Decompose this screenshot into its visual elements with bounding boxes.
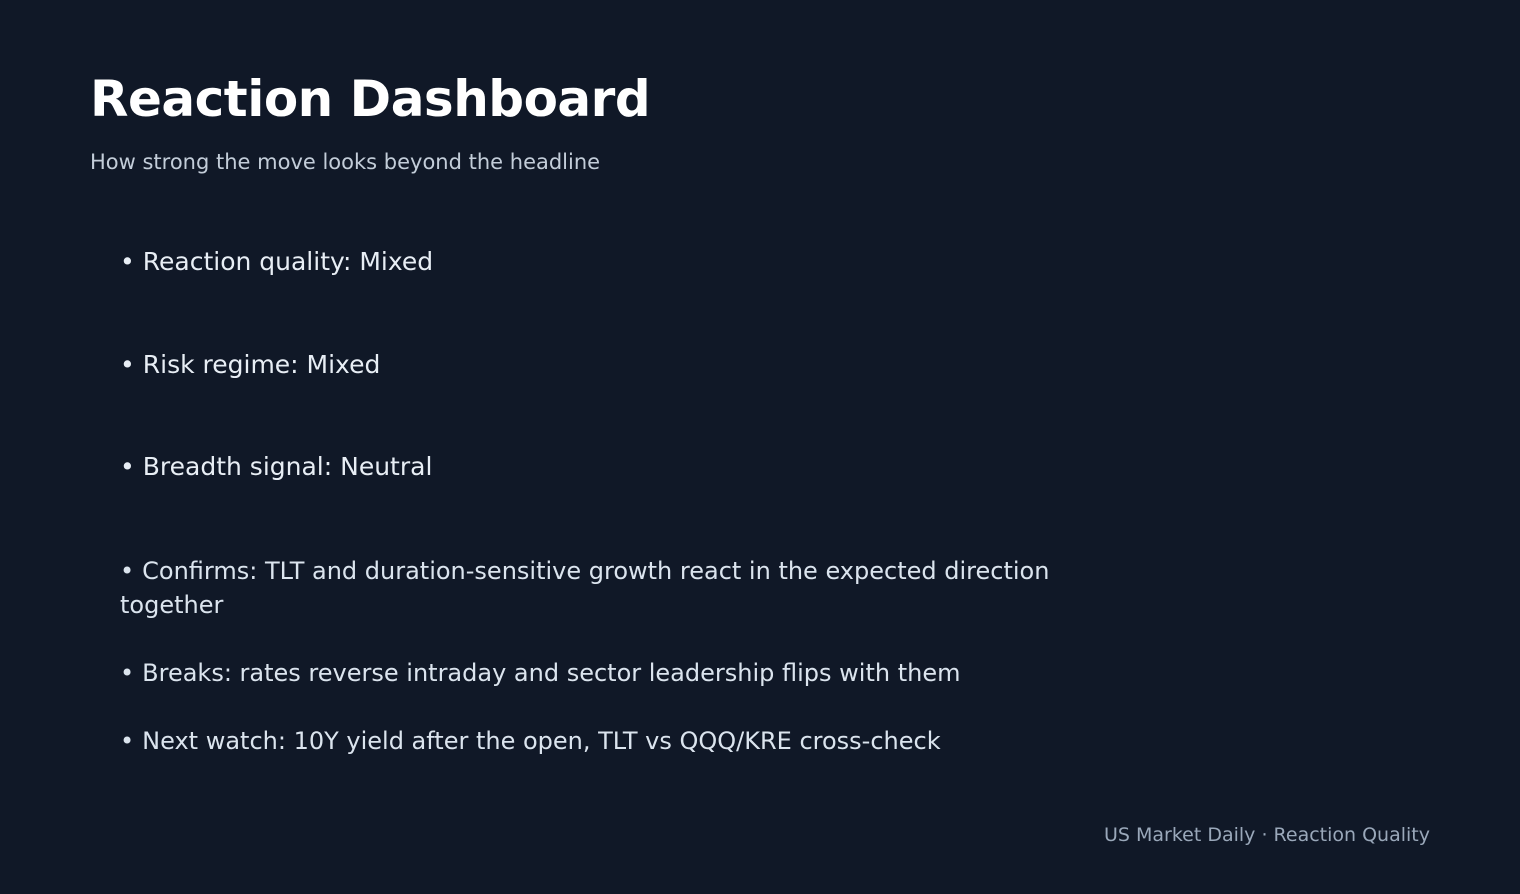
list-item-label: Risk regime: Mixed xyxy=(142,349,381,379)
bullet-marker-icon: • xyxy=(120,452,135,481)
slide-footer: US Market Daily · Reaction Quality xyxy=(1103,824,1430,846)
bullet-marker-icon: • xyxy=(120,556,135,585)
list-item-label: Breadth signal: Neutral xyxy=(142,452,433,481)
list-item xyxy=(120,724,1100,758)
bullet-marker-icon: • xyxy=(120,726,135,755)
bullet-list xyxy=(120,246,1220,792)
list-item-label: Confirms: TLT and duration-sensitive growth react in the expected direction together xyxy=(120,556,1050,619)
list-item xyxy=(120,656,1100,690)
list-item-label: Next watch: 10Y yield after the open, TLT vs QQQ/KRE cross-check xyxy=(142,726,941,755)
list-item xyxy=(120,554,1100,622)
page-subtitle: How strong the move looks beyond the headline xyxy=(90,150,601,174)
list-item xyxy=(120,451,1220,484)
list-item-label: Reaction quality: Mixed xyxy=(142,247,434,276)
bullet-marker-icon: • xyxy=(120,658,135,687)
list-item xyxy=(120,246,1220,279)
list-item-label: Breaks: rates reverse intraday and sector leadership flips with them xyxy=(142,658,961,687)
bullet-marker-icon: • xyxy=(120,349,135,379)
list-item xyxy=(120,349,1220,382)
page-title: Reaction Dashboard xyxy=(90,70,651,128)
bullet-marker-icon: • xyxy=(120,247,135,276)
